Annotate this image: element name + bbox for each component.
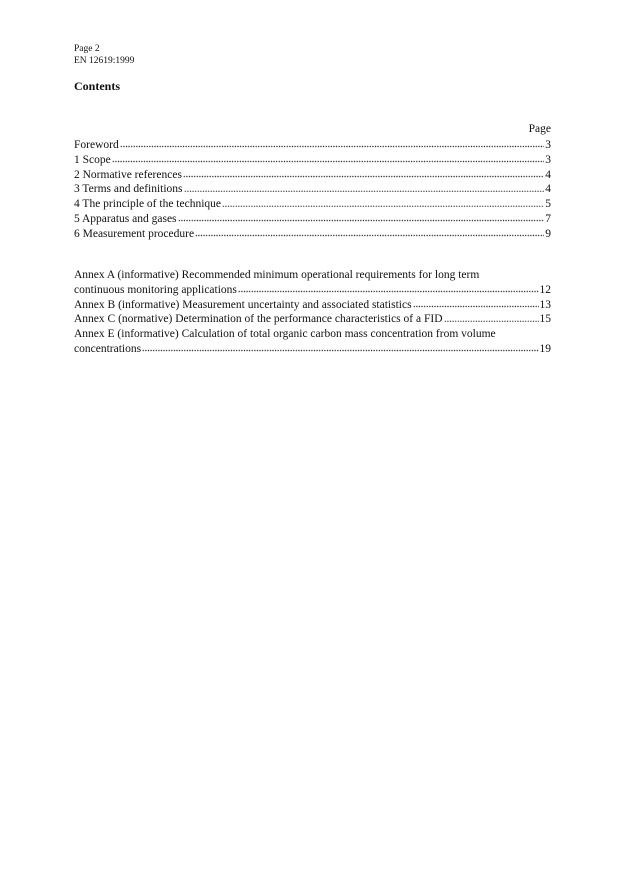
annex-b-title: Annex B (informative) Measurement uncertainty and associated statistics — [74, 298, 412, 311]
toc-entry-annex-e[interactable] — [74, 342, 551, 357]
annex-a-title-line1[interactable]: Annex A (informative) Recommended minimum operational requirements for long term — [74, 269, 480, 281]
toc-entry-terms-definitions[interactable] — [74, 182, 551, 197]
toc-entry-title: 1 Scope — [74, 153, 111, 166]
annex-e-title-line1[interactable]: Annex E (informative) Calculation of total organic carbon mass concentration from volume — [74, 328, 496, 341]
toc-entry-page: 3 — [545, 139, 551, 151]
dot-leader — [112, 153, 545, 163]
annex-a-title-line2: continuous monitoring applications — [74, 283, 237, 296]
dot-leader — [183, 168, 544, 178]
dot-leader — [444, 312, 539, 322]
toc-entry-title: Foreword — [74, 139, 119, 151]
annex-c-page: 15 — [539, 313, 551, 326]
dot-leader — [222, 197, 544, 207]
dot-leader — [142, 342, 538, 352]
page-column-heading: Page — [528, 123, 551, 135]
toc-entry-page: 5 — [545, 198, 551, 211]
toc-entry-page: 4 — [545, 168, 551, 181]
toc-entry-apparatus[interactable] — [74, 212, 551, 227]
toc-annex-list — [74, 268, 551, 357]
annex-e-page: 19 — [539, 342, 551, 355]
toc-entry-page: 3 — [545, 153, 551, 166]
annex-c-title: Annex C (normative) Determination of the performance characteristics of a FID — [74, 313, 443, 326]
toc-entry-page: 7 — [545, 212, 551, 225]
toc-entry-title: 5 Apparatus and gases — [74, 212, 177, 225]
dot-leader — [195, 227, 544, 237]
toc-entry-annex-c[interactable] — [74, 312, 551, 327]
toc-entry-page: 4 — [545, 183, 551, 196]
dot-leader — [184, 182, 545, 192]
toc-entry-title: 6 Measurement procedure — [74, 227, 195, 240]
dot-leader — [238, 283, 539, 293]
dot-leader — [120, 138, 545, 148]
toc-main-list — [74, 138, 551, 242]
toc-entry-principle[interactable] — [74, 197, 551, 212]
annex-b-page: 13 — [539, 298, 551, 311]
toc-entry-scope[interactable] — [74, 153, 551, 168]
toc-entry-page: 9 — [545, 227, 551, 240]
toc-entry-annex-b[interactable] — [74, 298, 551, 313]
annex-a-page: 12 — [539, 283, 551, 296]
toc-entry-foreword[interactable] — [74, 138, 551, 153]
toc-entry-title: 3 Terms and definitions — [74, 183, 183, 196]
page-number-label: Page 2 — [74, 44, 100, 54]
toc-entry-title: 2 Normative references — [74, 168, 182, 181]
contents-heading: Contents — [74, 79, 121, 93]
toc-entry-annex-a[interactable] — [74, 283, 551, 298]
dot-leader — [178, 212, 545, 222]
toc-entry-title: 4 The principle of the technique — [74, 198, 222, 211]
toc-entry-measurement-procedure[interactable] — [74, 227, 551, 242]
standard-number: EN 12619:1999 — [74, 56, 135, 66]
toc-entry-normative-references[interactable] — [74, 168, 551, 183]
annex-e-title-line2: concentrations — [74, 342, 142, 355]
dot-leader — [413, 298, 539, 308]
